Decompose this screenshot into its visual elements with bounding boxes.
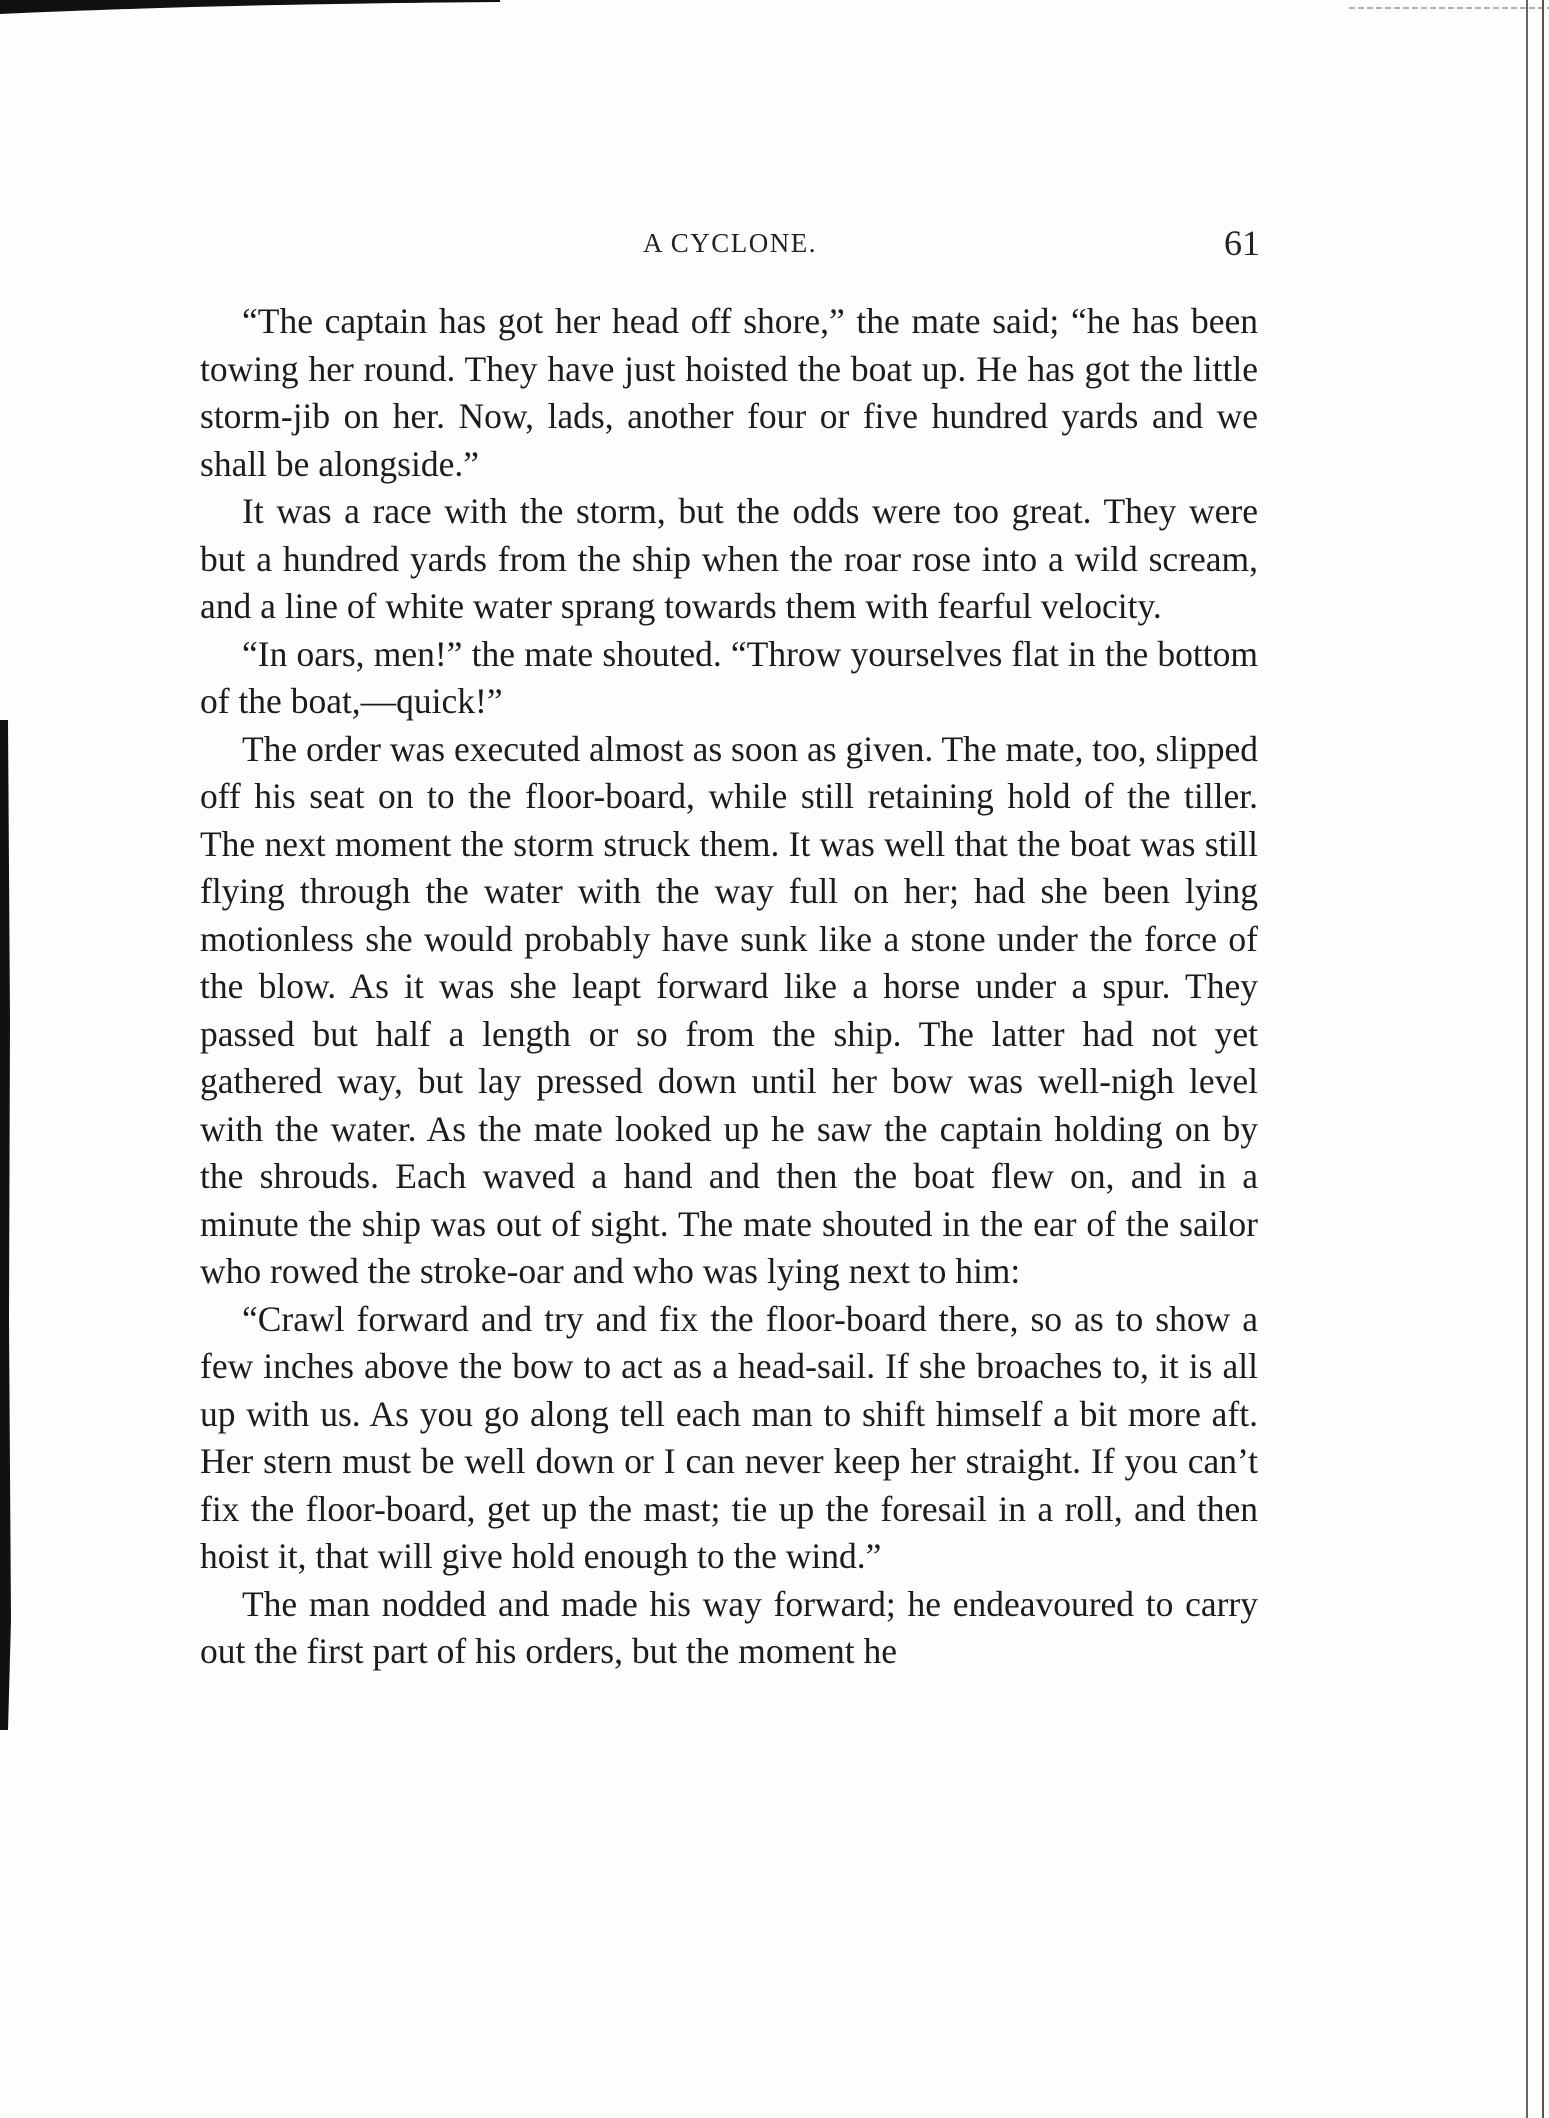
paragraph: The order was executed almost as soon as given. The mate, too, slipped off his seat on to the floor-board, while still retaining hold of the tiller. The next moment the storm struck them. It was well that the boat was still flying through the water with the way full on her; had she been lying motionless she would probably have sunk like a stone under the force of the blow. As it was she leapt forward like a horse under a spur. They passed but half a length or so from the ship. The latter had not yet gathered way, but lay pressed down until her bow was well-nigh level with the water. As the mate looked up he saw the captain holding on by the shrouds. Each waved a hand and then the boat flew on, and in a minute the ship was out of sight. The mate shouted in the ear of the sailor who rowed the stroke-oar and who was lying next to him:	[200, 728, 1258, 1291]
body-text	[200, 298, 1258, 1676]
scan-edge-right	[1509, 0, 1549, 2118]
scan-edge-top-left	[0, 0, 500, 14]
paragraph: “In oars, men!” the mate shouted. “Throw yourselves flat in the bottom of the boat,—quick!”	[200, 633, 1258, 721]
page-number: 61	[1224, 223, 1260, 263]
scan-edge-left	[0, 720, 14, 1730]
paragraph: “The captain has got her head off shore,” the mate said; “he has been towing her round. They have just hoisted the boat up. He has got the little storm-jib on her. Now, lads, another four or five hundred yards and we shall be alongside.”	[200, 301, 1258, 484]
page-header	[200, 223, 1260, 268]
paragraph: The man nodded and made his way forward; he endeavoured to carry out the first part of his orders, but the moment he	[200, 1583, 1258, 1671]
paragraph: It was a race with the storm, but the odds were too great. They were but a hundred yards from the ship when the roar rose into a wild scream, and a line of white water sprang towards them with fearful velocity.	[200, 491, 1258, 626]
running-head: A CYCLONE.	[642, 228, 817, 258]
paragraph: “Crawl forward and try and fix the floor-board there, so as to show a few inches above the bow to act as a head-sail. If she broaches to, it is all up with us. As you go along tell each man to shift himself a bit more aft. Her stern must be well down or I can never keep her straight. If you can’t fix the floor-board, get up the mast; tie up the foresail in a roll, and then hoist it, that will give hold enough to the wind.”	[200, 1298, 1258, 1576]
